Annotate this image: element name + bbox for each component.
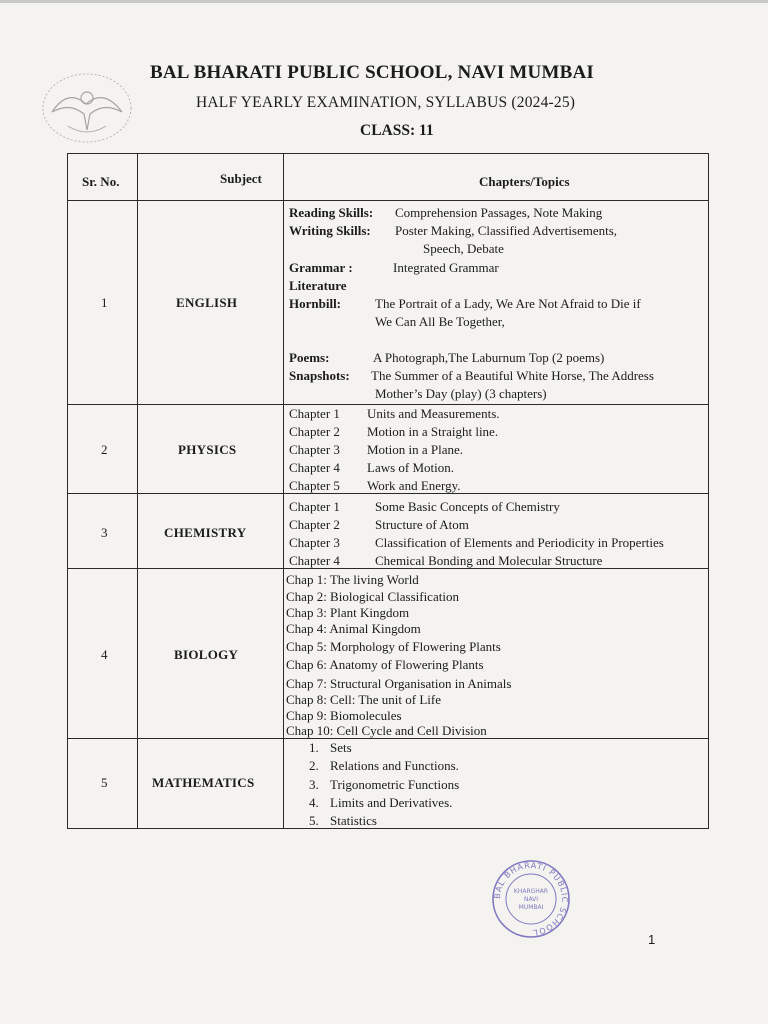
chapter-title: Chap 4: Animal Kingdom (286, 621, 421, 636)
sr-no: 2 (101, 442, 108, 457)
chapter-number: 4. (309, 795, 319, 810)
poems-value: A Photograph,The Laburnum Top (2 poems) (373, 350, 605, 365)
grammar-value: Integrated Grammar (393, 260, 499, 275)
subject-name: ENGLISH (176, 295, 238, 310)
writing-skills-label: Writing Skills: (289, 223, 371, 238)
writing-skills-value: Poster Making, Classified Advertisements, (395, 223, 618, 238)
chapter-title: Chap 6: Anatomy of Flowering Plants (286, 657, 484, 672)
subject-name: PHYSICS (178, 442, 237, 457)
column-divider (137, 154, 138, 828)
chapter-number: 5. (309, 813, 319, 828)
chapter-title: Laws of Motion. (367, 460, 455, 475)
column-header-subject: Subject (220, 171, 262, 186)
chapter-title: Limits and Derivatives. (330, 795, 453, 810)
school-logo-icon (38, 68, 136, 148)
chapter-title: Classification of Elements and Periodicity in Properties (375, 535, 664, 550)
snapshots-value: Mother’s Day (play) (3 chapters) (375, 386, 547, 401)
subject-name: CHEMISTRY (164, 525, 247, 540)
svg-text:KHARGHAR: KHARGHAR (513, 888, 549, 895)
chapter-label: Chapter 4 (289, 460, 340, 475)
chapter-title: Chap 2: Biological Classification (286, 589, 459, 604)
chapter-number: 1. (309, 740, 319, 755)
chapter-title: Chap 1: The living World (286, 572, 419, 587)
chapter-title: Chap 8: Cell: The unit of Life (286, 692, 442, 707)
subject-name: MATHEMATICS (152, 775, 255, 790)
sr-no: 4 (101, 647, 108, 662)
sr-no: 3 (101, 525, 108, 540)
hornbill-label: Hornbill: (289, 296, 342, 311)
column-divider (283, 154, 284, 828)
sr-no: 5 (101, 775, 108, 790)
school-name: BAL BHARATI PUBLIC SCHOOL, NAVI MUMBAI (150, 62, 594, 83)
chapter-label: Chapter 1 (289, 499, 340, 514)
chapter-label: Chapter 3 (289, 442, 340, 457)
chapter-title: Chap 10: Cell Cycle and Cell Division (286, 723, 487, 738)
chapter-title: Relations and Functions. (330, 758, 459, 773)
row-divider (68, 200, 708, 201)
school-stamp-icon (490, 858, 572, 940)
chapter-label: Chapter 5 (289, 478, 340, 493)
chapter-title: Trigonometric Functions (330, 777, 460, 792)
reading-skills-value: Comprehension Passages, Note Making (395, 205, 603, 220)
chapter-title: Chap 7: Structural Organisation in Animals (286, 676, 512, 691)
chapter-number: 2. (309, 758, 319, 773)
chapter-label: Chapter 2 (289, 517, 340, 532)
chapter-title: Chap 3: Plant Kingdom (286, 605, 410, 620)
column-header-sr-no: Sr. No. (82, 174, 120, 189)
chapter-title: Structure of Atom (375, 517, 469, 532)
class-label: CLASS: 11 (360, 122, 434, 139)
chapter-title: Motion in a Straight line. (367, 424, 499, 439)
syllabus-table (67, 153, 709, 829)
chapter-label: Chapter 2 (289, 424, 340, 439)
svg-text:BAL BHARATI PUBLIC SCHOOL: BAL BHARATI PUBLIC SCHOOL (492, 860, 570, 938)
hornbill-value: The Portrait of a Lady, We Are Not Afraid to Die if (375, 296, 641, 311)
chapter-title: Sets (330, 740, 352, 755)
chapter-title: Chap 9: Biomolecules (286, 708, 402, 723)
chapter-label: Chapter 3 (289, 535, 340, 550)
sr-no: 1 (101, 295, 108, 310)
grammar-label: Grammar : (289, 260, 353, 275)
chapter-title: Statistics (330, 813, 377, 828)
scan-edge-line (0, 0, 768, 3)
chapter-title: Work and Energy. (367, 478, 461, 493)
exam-title: HALF YEARLY EXAMINATION, SYLLABUS (2024-25) (196, 94, 576, 111)
chapter-title: Some Basic Concepts of Chemistry (375, 499, 560, 514)
chapter-title: Units and Measurements. (367, 406, 500, 421)
page-number: 1 (648, 932, 656, 947)
literature-label: Literature (289, 278, 347, 293)
writing-skills-value: Speech, Debate (423, 241, 504, 256)
chapter-label: Chapter 4 (289, 553, 340, 568)
subject-name: BIOLOGY (174, 647, 239, 662)
chapter-label: Chapter 1 (289, 406, 340, 421)
svg-text:MUMBAI: MUMBAI (518, 904, 544, 911)
chapter-title: Motion in a Plane. (367, 442, 464, 457)
chapter-number: 3. (309, 777, 319, 792)
chapter-title: Chap 5: Morphology of Flowering Plants (286, 639, 501, 654)
snapshots-value: The Summer of a Beautiful White Horse, The Address (371, 368, 654, 383)
snapshots-label: Snapshots: (289, 368, 350, 383)
chapter-title: Chemical Bonding and Molecular Structure (375, 553, 603, 568)
hornbill-value: We Can All Be Together, (375, 314, 505, 329)
reading-skills-label: Reading Skills: (289, 205, 374, 220)
column-header-chapters: Chapters/Topics (479, 174, 570, 189)
svg-text:NAVI: NAVI (523, 896, 539, 903)
poems-label: Poems: (289, 350, 330, 365)
